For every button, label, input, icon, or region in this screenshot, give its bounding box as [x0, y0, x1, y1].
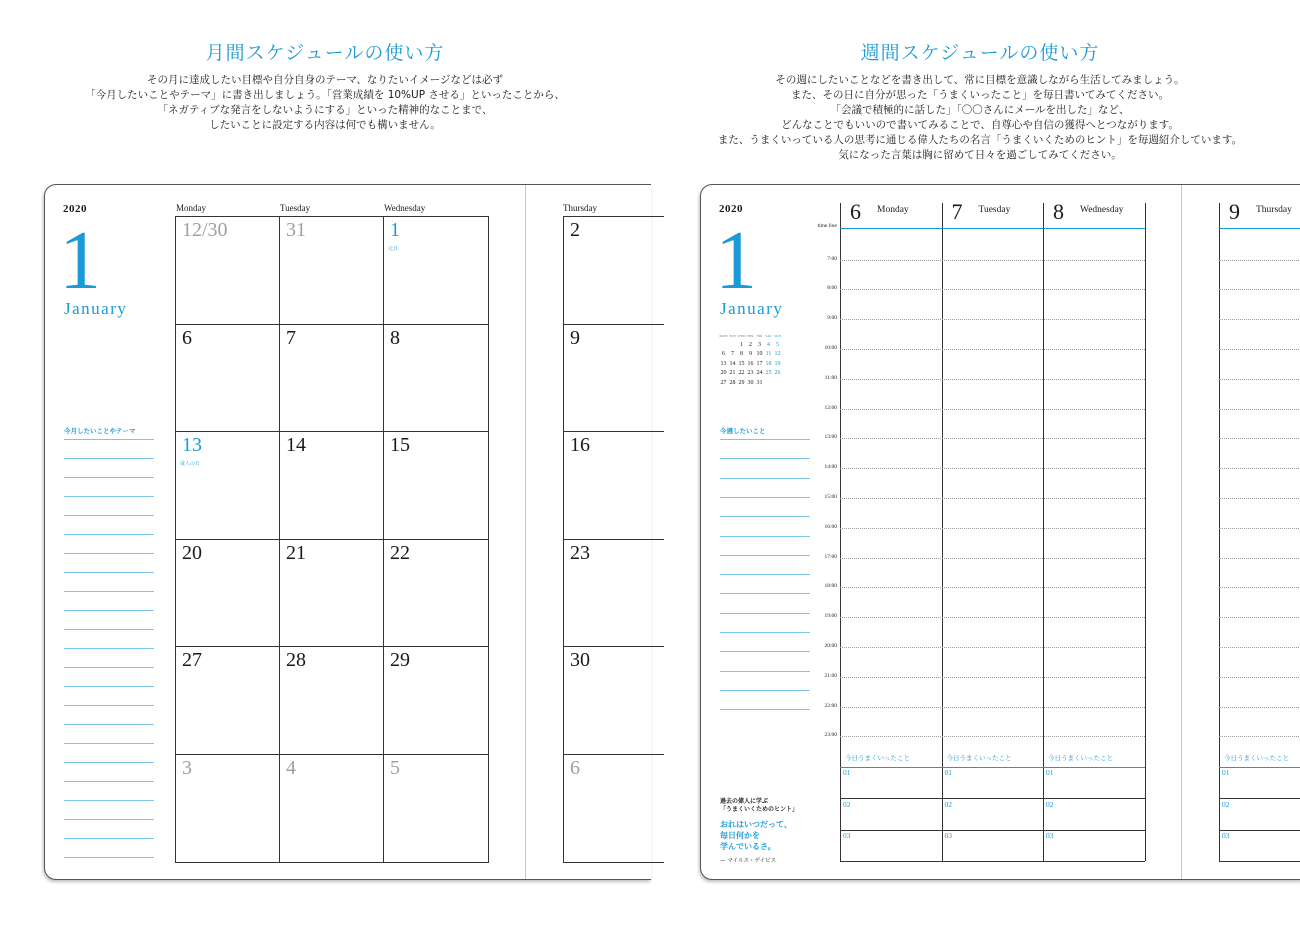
- calendar-day-cell[interactable]: [564, 217, 664, 325]
- time-row: [840, 528, 1145, 529]
- note-line: [64, 591, 154, 592]
- quote-author: — マイルス・デイビス: [720, 858, 777, 864]
- time-row: [1219, 498, 1300, 499]
- note-line: [64, 439, 154, 440]
- note-line: [64, 667, 154, 668]
- mini-calendar-day: 27: [720, 379, 727, 386]
- day-number: 9: [570, 326, 580, 349]
- calendar-day-cell[interactable]: [176, 217, 280, 325]
- day-name: Wednesday: [1080, 205, 1124, 215]
- time-row: [840, 260, 1145, 261]
- good-number: 02: [843, 799, 851, 809]
- quote-header-line: 過去の偉人に学ぶ: [720, 798, 769, 805]
- monthly-desc-line: したいことに設定する内容は何でも構いません。: [209, 119, 441, 131]
- calendar-day-cell[interactable]: [176, 755, 280, 863]
- mini-calendar-day: 31: [756, 379, 763, 386]
- calendar-day-cell[interactable]: [564, 755, 664, 863]
- time-row: [840, 289, 1145, 290]
- day-number: 7: [951, 199, 963, 224]
- time-label: 14:00: [824, 464, 837, 471]
- day-number: 30: [570, 649, 590, 671]
- day-name: Monday: [877, 205, 909, 215]
- monthly-day-header: Tuesday: [280, 203, 311, 213]
- calendar-day-cell[interactable]: [384, 647, 488, 755]
- day-number: 31: [286, 219, 306, 241]
- time-row: [1219, 736, 1300, 737]
- day-number: 3: [182, 756, 192, 779]
- day-number: 16: [570, 434, 590, 456]
- calendar-day-cell[interactable]: [384, 432, 488, 540]
- time-row: [840, 707, 1145, 708]
- day-column-divider: [1043, 203, 1044, 861]
- time-label: 17:00: [824, 553, 837, 560]
- weekly-page: [700, 184, 1300, 880]
- mini-calendar-day: 13: [720, 360, 727, 367]
- day-number: 21: [286, 541, 306, 564]
- day-number: 4: [286, 756, 296, 779]
- good-number: 02: [944, 799, 952, 809]
- good-number: 02: [1222, 799, 1230, 809]
- calendar-day-cell[interactable]: [564, 325, 664, 433]
- day-number: 14: [286, 434, 306, 456]
- note-line: [64, 857, 154, 858]
- time-row: [840, 647, 1145, 648]
- day-column-divider: [1219, 203, 1220, 861]
- mini-calendar-day: 25: [765, 370, 772, 377]
- mini-calendar-day: 1: [740, 341, 743, 348]
- weekly-goal-label: 今週したいこと: [720, 427, 766, 435]
- time-row: [840, 409, 1145, 410]
- day-number: 20: [182, 541, 202, 564]
- note-line: [64, 781, 154, 782]
- mini-calendar-day: 28: [729, 379, 736, 386]
- mini-calendar-day: 4: [767, 341, 770, 348]
- mini-calendar-day: 14: [729, 360, 736, 367]
- quote-text: [720, 819, 792, 852]
- calendar-day-cell[interactable]: [176, 647, 280, 755]
- monthly-desc-line: 「今月したいことやテーマ」に書き出しましょう。「営業成績を 10%UP させる」といったことから、: [85, 89, 565, 101]
- mini-calendar-day: 8: [740, 351, 743, 358]
- note-line: [64, 686, 154, 687]
- note-line: [64, 458, 154, 459]
- mini-calendar-day: 9: [749, 351, 752, 358]
- weekly-desc-line: また、うまくいっている人の思考に通じる偉人たちの名言「うまくいくためのヒント」を毎週紹介しています。: [717, 134, 1243, 146]
- note-line: [64, 648, 154, 649]
- good-number: 01: [843, 768, 851, 777]
- weekly-desc-line: 気になった言葉は胸に留めて日々を過ごしてみてください。: [838, 149, 1122, 161]
- day-number: 15: [390, 434, 410, 456]
- mini-calendar-day: 23: [747, 370, 754, 377]
- time-label: 12:00: [824, 404, 837, 411]
- mini-calendar-day: 6: [722, 351, 725, 358]
- time-row: [840, 736, 1145, 737]
- calendar-day-cell[interactable]: [176, 432, 280, 540]
- time-row: [1219, 558, 1300, 559]
- good-row: [1219, 861, 1300, 862]
- mini-calendar-day: [764, 378, 773, 388]
- time-row: [840, 349, 1145, 350]
- monthly-month-number: 1: [59, 214, 101, 307]
- time-row: [1219, 438, 1300, 439]
- day-number: 22: [390, 541, 410, 564]
- quote-line: 学んでいるさ。: [720, 842, 776, 851]
- note-line: [64, 515, 154, 516]
- monthly-description: [60, 73, 590, 133]
- calendar-day-cell[interactable]: [280, 540, 384, 648]
- monthly-day-header: Wednesday: [384, 203, 426, 213]
- time-row: [1219, 349, 1300, 350]
- quote-line: 毎日何かを: [720, 831, 760, 840]
- time-row: [840, 379, 1145, 380]
- note-line: [720, 709, 810, 710]
- time-row: [840, 468, 1145, 469]
- day-number: 7: [286, 326, 296, 349]
- time-row: [1219, 468, 1300, 469]
- note-line: [64, 496, 154, 497]
- mini-calendar-day: 16: [747, 360, 754, 367]
- good-row: [1219, 798, 1300, 799]
- weekly-month-name: January: [720, 299, 784, 318]
- note-line: [64, 553, 154, 554]
- note-line: [720, 478, 810, 479]
- note-line: [720, 613, 810, 614]
- mini-calendar-weekday: MON: [719, 333, 728, 338]
- mini-calendar-day: 2: [749, 341, 752, 348]
- time-label: 8:00: [827, 285, 837, 292]
- day-number: 6: [182, 326, 192, 349]
- good-number: 03: [843, 831, 851, 840]
- note-line: [64, 724, 154, 725]
- holiday-name: 元日: [388, 246, 399, 252]
- note-line: [720, 574, 810, 575]
- mini-calendar-day: 10: [756, 351, 763, 358]
- weekly-year: 2020: [719, 203, 743, 215]
- good-rule: [1219, 767, 1300, 768]
- time-label: 22:00: [824, 702, 837, 709]
- day-number: 6: [570, 756, 580, 779]
- day-number: 8: [390, 326, 400, 349]
- monthly-page: [44, 184, 651, 880]
- holiday-name: 成人の日: [180, 461, 201, 467]
- good-label: 今日うまくいったこと: [946, 754, 1012, 762]
- good-label: 今日うまくいったこと: [1048, 754, 1113, 762]
- monthly-title: 月間スケジュールの使い方: [205, 42, 445, 64]
- note-line: [720, 516, 810, 517]
- good-row: [1219, 830, 1300, 831]
- calendar-day-cell[interactable]: [280, 755, 384, 863]
- time-label: 7:00: [827, 255, 837, 262]
- monthly-day-header: Monday: [176, 203, 206, 213]
- day-number: 28: [286, 649, 306, 671]
- monthly-desc-line: 「ネガティブな発言をしないようにする」といった精神的なことまで、: [157, 104, 493, 116]
- day-number: 13: [182, 434, 202, 456]
- mini-calendar-weekday: TUE: [729, 333, 736, 338]
- calendar-day-cell[interactable]: [176, 325, 280, 433]
- time-row: [1219, 677, 1300, 678]
- good-row: [840, 861, 1145, 862]
- time-row: [1219, 379, 1300, 380]
- mini-calendar-day: 21: [729, 370, 736, 377]
- calendar-day-cell[interactable]: [280, 647, 384, 755]
- mini-calendar-day: 3: [758, 341, 761, 348]
- weekly-desc-line: また、その日に自分が思った「うまくいったこと」を毎日書いてみてください。: [791, 89, 1169, 101]
- note-line: [720, 555, 810, 556]
- mini-calendar-day: 17: [756, 360, 763, 367]
- monthly-year: 2020: [63, 203, 87, 215]
- note-line: [720, 536, 810, 537]
- note-line: [720, 439, 810, 440]
- monthly-theme-label: 今月したいことやテーマ: [64, 427, 136, 435]
- calendar-day-cell[interactable]: [280, 325, 384, 433]
- time-row: [1219, 587, 1300, 588]
- quote-header-line: 「うまくいくためのヒント」: [720, 806, 799, 813]
- calendar-day-cell[interactable]: [384, 540, 488, 648]
- note-line: [64, 572, 154, 573]
- weekly-desc-line: 「会議で積極的に話した」「〇〇さんにメールを出した」など、: [830, 104, 1130, 116]
- time-label: 18:00: [824, 583, 837, 590]
- time-row: [840, 498, 1145, 499]
- day-number: 6: [850, 199, 861, 224]
- day-column-divider: [840, 203, 841, 861]
- time-row: [840, 319, 1145, 320]
- time-label: 13:00: [824, 434, 837, 441]
- time-label: 11:00: [824, 374, 837, 381]
- note-line: [720, 593, 810, 594]
- day-number: 2: [570, 219, 580, 241]
- good-row: [840, 830, 1145, 831]
- day-number: 12/30: [182, 219, 228, 241]
- mini-calendar-day: 20: [720, 370, 727, 377]
- mini-calendar-day: 18: [765, 360, 772, 367]
- mini-calendar-day: 15: [738, 360, 745, 367]
- time-label: 21:00: [824, 672, 837, 679]
- note-line: [720, 497, 810, 498]
- monthly-day-header-thursday: Thursday: [563, 203, 597, 213]
- good-number: 03: [1046, 831, 1054, 840]
- weekly-desc-line: どんなことでもいいので書いてみることで、自尊心や自信の獲得へとつながります。: [781, 119, 1179, 131]
- note-line: [64, 819, 154, 820]
- note-line: [64, 743, 154, 744]
- good-rule: [840, 767, 1145, 768]
- time-row: [840, 677, 1145, 678]
- monthly-calendar-grid: [175, 216, 489, 863]
- note-line: [720, 458, 810, 459]
- note-line: [64, 477, 154, 478]
- mini-calendar-day: 22: [738, 370, 745, 377]
- note-line: [64, 629, 154, 630]
- good-number: 01: [1222, 768, 1230, 777]
- mini-calendar-day: [728, 340, 737, 350]
- good-number: 03: [944, 831, 952, 840]
- mini-calendar-day: 29: [738, 379, 745, 386]
- time-row: [840, 438, 1145, 439]
- mini-calendar-day: 7: [731, 351, 734, 358]
- mini-calendar-day: [719, 340, 728, 350]
- calendar-day-cell[interactable]: [564, 432, 664, 540]
- note-line: [64, 610, 154, 611]
- day-column-divider: [942, 203, 943, 861]
- mini-calendar-weekday: SAT: [765, 333, 772, 338]
- calendar-day-cell[interactable]: [564, 540, 664, 648]
- day-number: 9: [1229, 199, 1240, 224]
- calendar-day-cell[interactable]: [280, 432, 384, 540]
- page-gutter: [525, 185, 526, 879]
- note-line: [64, 800, 154, 801]
- time-label: 10:00: [824, 344, 837, 351]
- quote-line: おれはいつだって、: [720, 820, 792, 829]
- calendar-day-cell[interactable]: [564, 647, 664, 755]
- good-number: 01: [944, 768, 952, 777]
- mini-calendar-day: 5: [776, 341, 779, 348]
- day-number: 27: [182, 649, 202, 671]
- monthly-month-name: January: [64, 299, 128, 318]
- time-row: [1219, 528, 1300, 529]
- day-number: 23: [570, 541, 590, 564]
- note-line: [64, 705, 154, 706]
- mini-calendar-weekday: FRI: [756, 333, 763, 338]
- monthly-desc-line: その月に達成したい目標や自分自身のテーマ、なりたいイメージなどは必ず: [146, 74, 504, 86]
- good-label: 今日うまくいったこと: [845, 754, 910, 762]
- note-line: [720, 690, 810, 691]
- calendar-day-cell[interactable]: [384, 217, 488, 325]
- weekly-desc-line: その週にしたいことなどを書き出して、常に目標を意識しながら生活してみましょう。: [775, 74, 1185, 86]
- header-rule: [840, 228, 1145, 229]
- mini-calendar-weekday: SUN: [773, 333, 781, 338]
- time-row: [840, 617, 1145, 618]
- time-row: [840, 587, 1145, 588]
- page-gutter: [1181, 185, 1182, 879]
- note-line: [64, 838, 154, 839]
- day-name: Tuesday: [978, 205, 1011, 215]
- time-row: [840, 558, 1145, 559]
- mini-calendar-day: 24: [756, 370, 763, 377]
- day-number: 1: [390, 219, 400, 241]
- time-label: 15:00: [824, 493, 837, 500]
- time-label: 19:00: [824, 613, 837, 620]
- note-line: [720, 651, 810, 652]
- calendar-day-cell[interactable]: [280, 217, 384, 325]
- mini-calendar-day: [773, 378, 782, 388]
- mini-calendar-weekday: THU: [746, 333, 755, 338]
- good-row: [840, 798, 1145, 799]
- good-number: 03: [1222, 831, 1230, 840]
- time-row: [1219, 289, 1300, 290]
- monthly-thursday-column: [563, 216, 664, 863]
- weekly-month-number: 1: [715, 214, 757, 307]
- mini-calendar-day: 30: [747, 379, 754, 386]
- mini-calendar-weekday: WED: [737, 333, 746, 338]
- day-column-divider: [1145, 203, 1146, 861]
- time-label: 20:00: [824, 642, 837, 649]
- calendar-day-cell[interactable]: [384, 325, 488, 433]
- time-label: 9:00: [827, 315, 837, 322]
- mini-calendar-day: 12: [774, 351, 781, 358]
- mini-calendar-day: 19: [774, 360, 781, 367]
- day-number: 29: [390, 649, 410, 671]
- day-name: Thursday: [1256, 205, 1292, 215]
- mini-calendar-day: 11: [765, 351, 772, 358]
- calendar-day-cell[interactable]: [384, 755, 488, 863]
- good-number: 01: [1046, 768, 1054, 777]
- time-row: [1219, 617, 1300, 618]
- time-row: [1219, 647, 1300, 648]
- time-label: 16:00: [824, 523, 837, 530]
- day-number: 8: [1053, 199, 1064, 224]
- note-line: [720, 632, 810, 633]
- note-line: [64, 534, 154, 535]
- note-line: [720, 671, 810, 672]
- weekly-title: 週間スケジュールの使い方: [860, 42, 1100, 64]
- time-row: [1219, 260, 1300, 261]
- good-number: 02: [1046, 799, 1054, 809]
- mini-calendar: [719, 331, 782, 388]
- header-rule: [1219, 228, 1300, 229]
- quote-header: [720, 798, 798, 814]
- time-label: 23:00: [824, 732, 837, 739]
- time-line-label: time line: [817, 223, 837, 229]
- time-row: [1219, 409, 1300, 410]
- note-line: [64, 762, 154, 763]
- weekly-description: [690, 73, 1270, 163]
- time-row: [1219, 319, 1300, 320]
- good-label: 今日うまくいったこと: [1224, 754, 1289, 762]
- time-row: [1219, 707, 1300, 708]
- calendar-day-cell[interactable]: [176, 540, 280, 648]
- day-number: 5: [390, 756, 400, 779]
- mini-calendar-day: 26: [774, 370, 781, 377]
